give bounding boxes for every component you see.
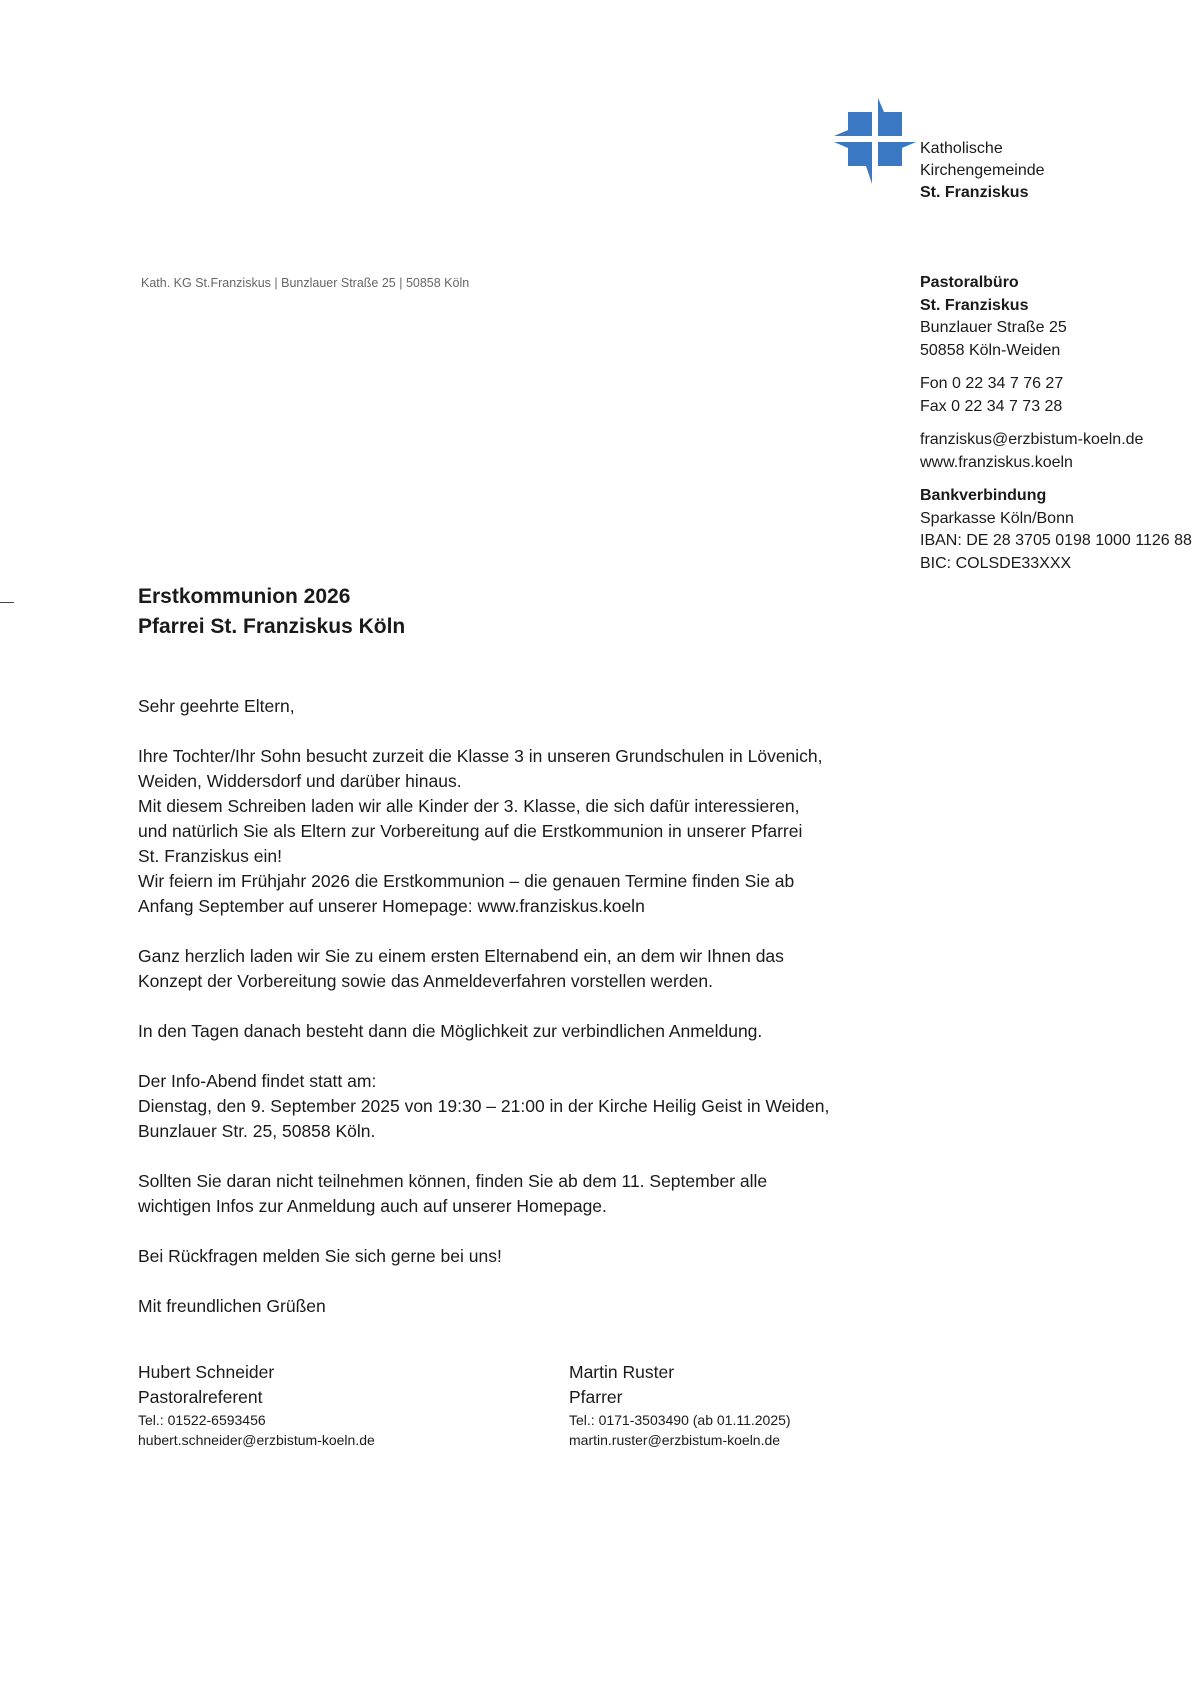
signature-block (138, 1360, 375, 1450)
paragraph-1-line: St. Franziskus ein! (138, 846, 282, 866)
signature-role: Pastoralreferent (138, 1387, 263, 1407)
bank-heading: Bankverbindung (920, 487, 1047, 504)
paragraph-1-line: Ihre Tochter/Ihr Sohn besucht zurzeit die Klasse 3 in unseren Grundschulen in Lövenich, (138, 746, 823, 766)
parish-logo (834, 98, 1044, 208)
signature-email: hubert.schneider@erzbistum-koeln.de (138, 1432, 375, 1448)
title-line-1: Erstkommunion 2026 (138, 585, 351, 608)
office-name: St. Franziskus (920, 296, 1029, 314)
letter-title (138, 582, 405, 642)
bank-bic: BIC: COLSDE33XXX (920, 554, 1072, 572)
title-line-2: Pfarrei St. Franziskus Köln (138, 615, 406, 638)
paragraph-5-line: Sollten Sie daran nicht teilnehmen können, finden Sie ab dem 11. September alle (138, 1171, 768, 1191)
paragraph-1-line: und natürlich Sie als Eltern zur Vorbereitung auf die Erstkommunion in unserer Pfarrei (138, 821, 803, 841)
letter-body (138, 694, 898, 1319)
contact-info-block (920, 272, 1192, 575)
logo-line-3: St. Franziskus (920, 184, 1029, 201)
office-heading: Pastoralbüro (920, 274, 1019, 291)
paragraph-1-line: Wir feiern im Frühjahr 2026 die Erstkommunion – die genauen Termine finden Sie ab (138, 871, 795, 891)
signature-phone: Tel.: 0171-3503490 (ab 01.11.2025) (569, 1412, 791, 1428)
paragraph-4-line: Bunzlauer Str. 25, 50858 Köln. (138, 1121, 376, 1141)
signature-email: martin.ruster@erzbistum-koeln.de (569, 1432, 781, 1448)
paragraph-4-line: Dienstag, den 9. September 2025 von 19:30 – 21:00 in der Kirche Heilig Geist in Weiden, (138, 1096, 830, 1116)
fold-mark (0, 602, 14, 603)
salutation: Sehr geehrte Eltern, (138, 696, 295, 716)
signature-block (569, 1360, 791, 1450)
paragraph-6: Bei Rückfragen melden Sie sich gerne bei uns! (138, 1246, 502, 1266)
paragraph-4-line: Der Info-Abend findet statt am: (138, 1071, 377, 1091)
sender-address-line: Kath. KG St.Franziskus | Bunzlauer Straße 25 | 50858 Köln (141, 276, 470, 290)
office-phone: Fon 0 22 34 7 76 27 (920, 375, 1064, 392)
logo-line-2: Kirchengemeinde (920, 162, 1045, 179)
paragraph-2-line: Konzept der Vorbereitung sowie das Anmeldeverfahren vorstellen werden. (138, 971, 713, 991)
paragraph-3: In den Tagen danach besteht dann die Möglichkeit zur verbindlichen Anmeldung. (138, 1021, 763, 1041)
signature-name: Hubert Schneider (138, 1362, 275, 1382)
signature-name: Martin Ruster (569, 1362, 675, 1382)
signature-role: Pfarrer (569, 1387, 623, 1407)
paragraph-1-line: Weiden, Widdersdorf und darüber hinaus. (138, 771, 462, 791)
office-street: Bunzlauer Straße 25 (920, 319, 1067, 336)
paragraph-5-line: wichtigen Infos zur Anmeldung auch auf unserer Homepage. (138, 1196, 607, 1216)
logo-wordmark (920, 138, 1045, 204)
paragraph-1-line: Mit diesem Schreiben laden wir alle Kinder der 3. Klasse, die sich dafür interessieren, (138, 796, 800, 816)
bank-iban: IBAN: DE 28 3705 0198 1000 1126 88 (920, 532, 1192, 549)
paragraph-1-line: Anfang September auf unserer Homepage: www.franziskus.koeln (138, 896, 645, 916)
signature-phone: Tel.: 01522-6593456 (138, 1412, 266, 1428)
office-website: www.franziskus.koeln (920, 453, 1073, 471)
logo-line-1: Katholische (920, 140, 1003, 157)
parish-cross-icon (834, 98, 916, 184)
bank-name: Sparkasse Köln/Bonn (920, 509, 1074, 527)
closing: Mit freundlichen Grüßen (138, 1296, 326, 1316)
office-fax: Fax 0 22 34 7 73 28 (920, 397, 1063, 415)
office-city: 50858 Köln-Weiden (920, 341, 1061, 359)
paragraph-2-line: Ganz herzlich laden wir Sie zu einem ersten Elternabend ein, an dem wir Ihnen das (138, 946, 784, 966)
office-email: franziskus@erzbistum-koeln.de (920, 431, 1144, 448)
